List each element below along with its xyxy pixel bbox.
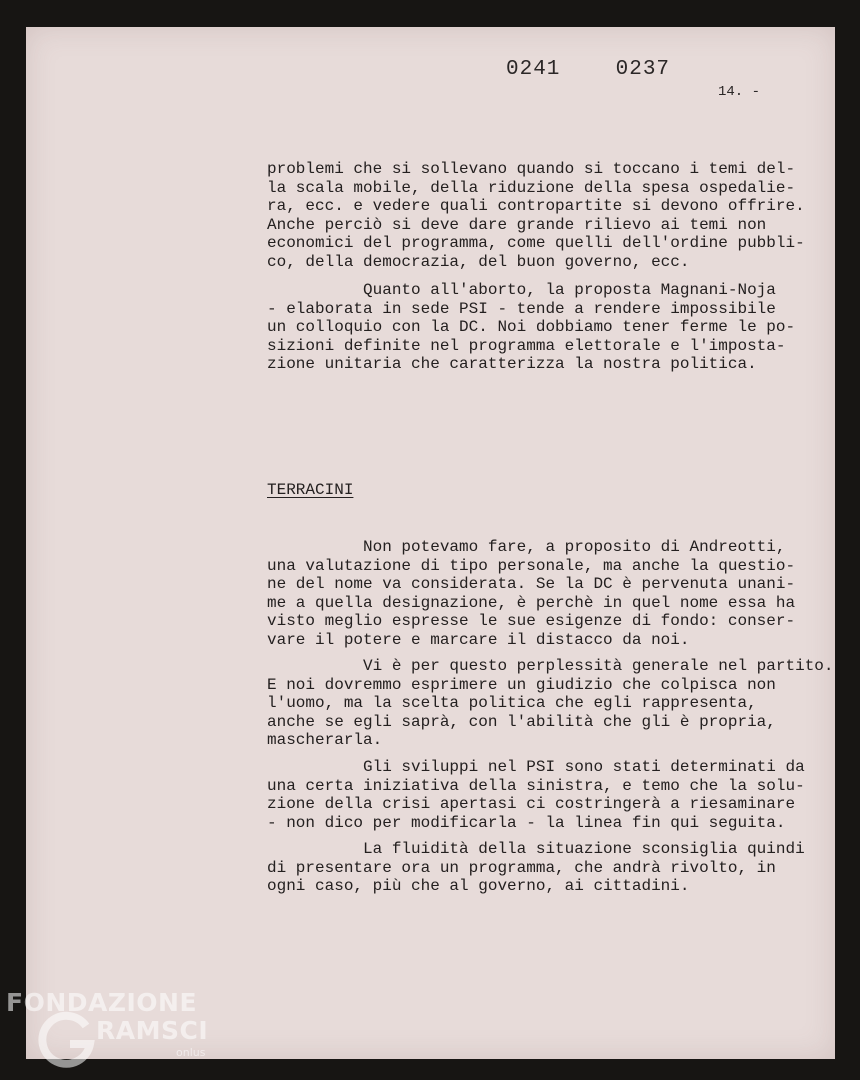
watermark-line2: RAMSCI [96, 1016, 209, 1045]
watermark-line1: FONDAZIONE [6, 988, 198, 1017]
archive-number: 0241 0237 [506, 58, 671, 81]
watermark-subtitle: onlus [176, 1046, 206, 1059]
page-number: 14. - [718, 84, 761, 100]
paragraph: Vi è per questo perplessità generale nel partito. E noi dovremmo esprimere un giudizio che colpisca non l'uomo, ma la scelta politica che egli rappresenta, anche se egli saprà, con l'abilità che gli è propria, mascherarla. [267, 657, 834, 749]
paragraph: problemi che si sollevano quando si toccano i temi del- la scala mobile, della riduzione della spesa ospedalie- ra, ecc. e vedere quali contropartite si devono offrire. Anche perciò si deve dare grande rilievo ai temi non economici del programma, come quelli dell'ordine pubbli- co, della democrazia, del buon governo, ecc. [267, 160, 805, 271]
gramsci-g-logo-icon [36, 1010, 96, 1070]
paragraph: Non potevamo fare, a proposito di Andreotti, una valutazione di tipo personale, ma anche la questio- ne del nome va considerata. Se la DC è pervenuta unani- me a quella designazione, è perchè in quel nome essa ha visto meglio espresse le sue esigenze di fondo: conser- vare il potere e marcare il distacco da noi. [267, 538, 796, 649]
fondazione-gramsci-watermark [6, 988, 226, 1074]
paragraph: Quanto all'aborto, la proposta Magnani-Noja - elaborata in sede PSI - tende a rendere impossibile un colloquio con la DC. Noi dobbiamo tener ferme le po- sizioni definite nel programma elettorale e l'imposta- zione unitaria che caratterizza la nostra politica. [267, 281, 796, 373]
paragraph: Gli sviluppi nel PSI sono stati determinati da una certa iniziativa della sinistra, e temo che la solu- zione della crisi apertasi ci costringerà a riesaminare - non dico per modificarla - la linea fin qui seguita. [267, 758, 805, 832]
speaker-heading: TERRACINI [267, 481, 354, 499]
paragraph: La fluidità della situazione sconsiglia quindi di presentare ora un programma, che andrà rivolto, in ogni caso, più che al governo, ai cittadini. [267, 840, 805, 895]
